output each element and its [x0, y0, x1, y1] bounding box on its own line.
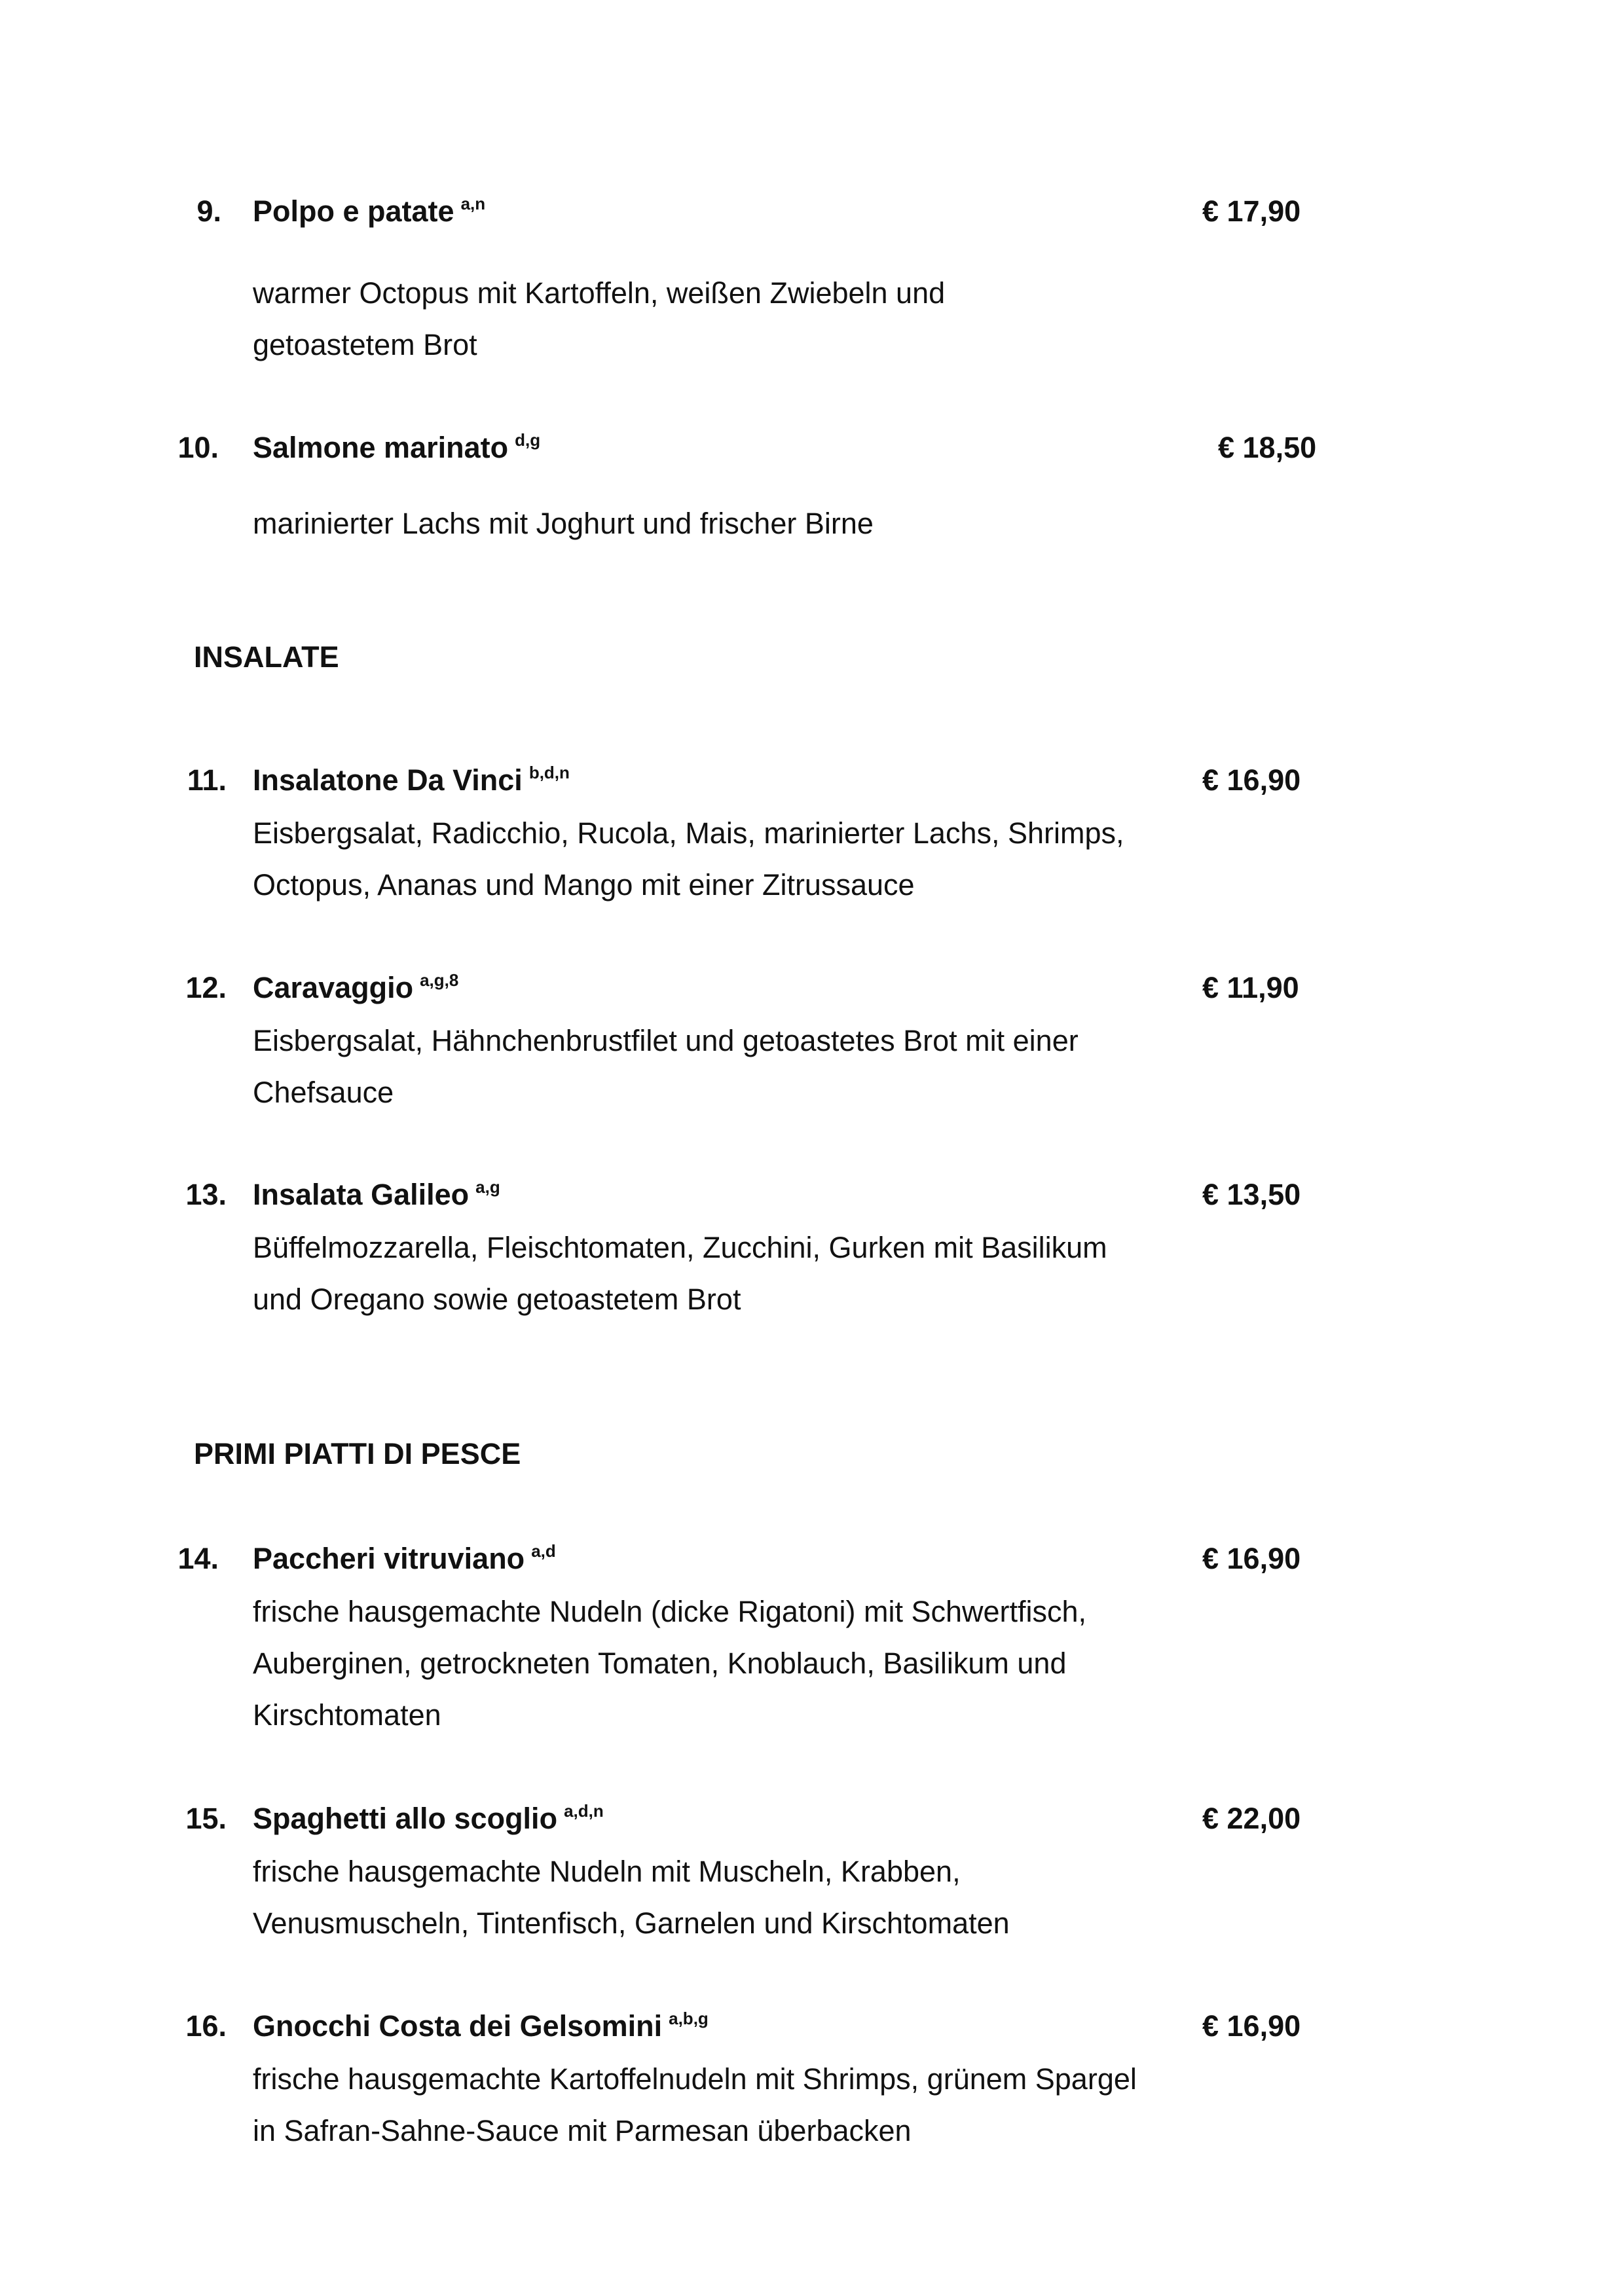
item-description: Eisbergsalat, Hähnchenbrustfilet und getoastetes Brot mit einer Chefsauce — [253, 1024, 1079, 1109]
item-description: frische hausgemachte Nudeln (dicke Rigatoni) mit Schwertfisch, Auberginen, getrockneten Tomaten, Knoblauch, Basilikum und Kirschtomaten — [253, 1595, 1087, 1732]
item-number: 12. — [185, 971, 227, 1004]
section-heading-insalate: INSALATE — [194, 640, 339, 674]
allergen-codes: b,d,n — [528, 763, 570, 782]
item-name: Salmone marinato $^{d,g}$ — [253, 430, 541, 464]
item-description: marinierter Lachs mit Joghurt und frischer Birne — [253, 507, 874, 540]
item-description: warmer Octopus mit Kartoffeln, weißen Zwiebeln und getoastetem Brot — [253, 276, 946, 361]
item-price: € 13,50 — [1202, 1178, 1301, 1211]
allergen-codes: a,d,n — [564, 1801, 604, 1821]
item-name: Insalatone Da Vinci $^{b,d,n}$ — [253, 763, 570, 797]
allergen-codes: a,g,8 — [420, 970, 459, 990]
allergen-codes: a,b,g — [669, 2009, 709, 2028]
item-price: € 22,00 — [1202, 1802, 1301, 1835]
item-price: € 11,90 — [1202, 971, 1299, 1004]
item-description: frische hausgemachte Kartoffelnudeln mit Shrimps, grünem Spargel in Safran-Sahne-Sauce mit Parmesan überbacken — [253, 2062, 1137, 2147]
item-name: Spaghetti allo scoglio $^{a,d,n}$ — [253, 1801, 604, 1835]
item-number: 10. — [177, 431, 219, 464]
item-description: Büffelmozzarella, Fleischtomaten, Zucchini, Gurken mit Basilikum und Oregano sowie getoastetem Brot — [253, 1231, 1107, 1316]
item-price: € 18,50 — [1218, 431, 1317, 464]
item-price: € 16,90 — [1202, 1542, 1301, 1575]
item-name: Paccheri vitruviano $^{a,d}$ — [253, 1541, 556, 1575]
item-name: Caravaggio $^{a,g,8}$ — [253, 970, 459, 1004]
item-description: Eisbergsalat, Radicchio, Rucola, Mais, marinierter Lachs, Shrimps, Octopus, Ananas und Mango mit einer Zitrussauce — [253, 816, 1124, 902]
item-price: € 17,90 — [1202, 194, 1301, 228]
item-number: 9. — [196, 194, 221, 228]
item-name: Polpo e patate $^{a,n}$ — [253, 194, 486, 228]
allergen-codes: a,g — [475, 1177, 500, 1197]
allergen-codes: a,d — [531, 1541, 556, 1561]
item-price: € 16,90 — [1202, 763, 1301, 797]
item-price: € 16,90 — [1202, 2009, 1301, 2043]
item-name: Gnocchi Costa dei Gelsomini $^{a,b,g}$ — [253, 2009, 709, 2043]
item-number: 16. — [185, 2009, 227, 2043]
section-heading-primi-piatti-di-pesce: PRIMI PIATTI DI PESCE — [194, 1437, 521, 1470]
item-name: Insalata Galileo $^{a,g}$ — [253, 1177, 500, 1211]
allergen-codes: d,g — [515, 430, 541, 450]
item-number: 13. — [185, 1178, 227, 1211]
item-number: 14. — [177, 1542, 219, 1575]
item-number: 11. — [187, 763, 227, 797]
item-description: frische hausgemachte Nudeln mit Muscheln, Krabben, Venusmuscheln, Tintenfisch, Garnelen und Kirschtomaten — [253, 1855, 1010, 1940]
item-number: 15. — [185, 1802, 227, 1835]
allergen-codes: a,n — [460, 194, 486, 213]
